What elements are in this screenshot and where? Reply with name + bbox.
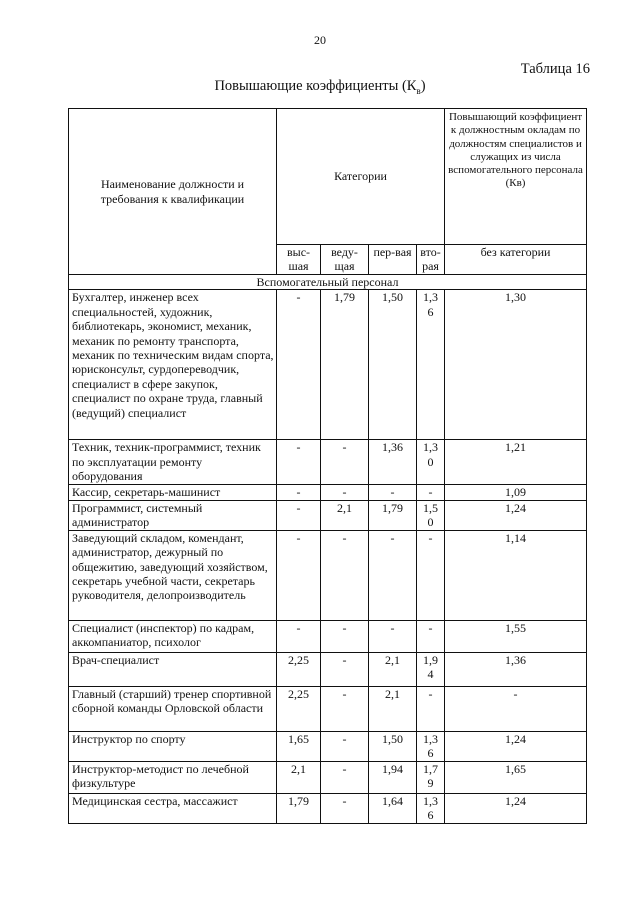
header-row [69,109,587,245]
page-number: 20 [314,33,326,47]
table-row [69,290,587,440]
table-row [69,500,587,530]
row-highest: - [277,530,321,620]
row-leading: - [321,793,369,823]
row-first: 1,36 [369,440,417,485]
row-second: 1,36 [417,290,445,440]
subheader-first: пер-вая [369,245,417,275]
row-first: - [369,530,417,620]
subheader-second: вто-рая [417,245,445,275]
row-none: 1,65 [445,761,587,793]
row-first: 1,50 [369,731,417,761]
row-position: Бухгалтер, инженер всех специальностей, художник, библиотекарь, экономист, механик, механик по ремонту транспорта, механик по техническим видам спорта, юрисконсульт, сурдопереводчик, специалист в сфере закупок, специалист по охране труда, главный (ведущий) специалист [69,290,277,440]
subheader-leading: веду-щая [321,245,369,275]
row-position: Специалист (инспектор) по кадрам, аккомпаниатор, психолог [69,620,277,652]
row-first: 2,1 [369,686,417,731]
row-leading: - [321,485,369,500]
row-highest: 1,65 [277,731,321,761]
header-coefficient: Повышающий коэффициент к должностным окладам по должностям специалистов и служащих из числа вспомогательного персонала (Кв) [445,109,587,245]
table-label: Таблица 16 [520,61,590,77]
row-highest: 1,79 [277,793,321,823]
row-first: 1,64 [369,793,417,823]
table-row [69,485,587,500]
row-first: 1,50 [369,290,417,440]
row-leading: - [321,686,369,731]
subheader-none: без категории [445,245,587,275]
row-none: 1,36 [445,652,587,686]
table-row [69,530,587,620]
row-highest: - [277,500,321,530]
row-none: 1,24 [445,731,587,761]
row-second: - [417,530,445,620]
row-position: Медицинская сестра, массажист [69,793,277,823]
row-position: Кассир, секретарь-машинист [69,485,277,500]
table-row [69,440,587,485]
header-categories: Категории [277,109,445,245]
title-close: ) [420,78,426,94]
row-none: 1,09 [445,485,587,500]
title-subscript: в [416,85,421,96]
row-second: 1,94 [417,652,445,686]
row-leading: - [321,530,369,620]
table-row [69,731,587,761]
row-second: - [417,620,445,652]
row-second: - [417,686,445,731]
row-first: - [369,620,417,652]
table-title [0,78,640,96]
row-position: Техник, техник-программист, техник по эксплуатации ремонту оборудования [69,440,277,485]
row-none: 1,24 [445,500,587,530]
row-position: Инструктор по спорту [69,731,277,761]
row-none: 1,14 [445,530,587,620]
row-highest: 2,1 [277,761,321,793]
row-second: 1,30 [417,440,445,485]
table-row [69,652,587,686]
table-row [69,686,587,731]
subheader-highest: выс-шая [277,245,321,275]
table-row [69,793,587,823]
row-leading: 2,1 [321,500,369,530]
row-second: 1,50 [417,500,445,530]
row-second: - [417,485,445,500]
row-leading: - [321,620,369,652]
row-none: 1,21 [445,440,587,485]
row-position: Программист, системный администратор [69,500,277,530]
section-row [69,275,587,290]
row-position: Инструктор-методист по лечебной физкультуре [69,761,277,793]
section-title: Вспомогательный персонал [69,275,587,290]
row-leading: - [321,761,369,793]
row-position: Главный (старший) тренер спортивной сборной команды Орловской области [69,686,277,731]
row-second: 1,79 [417,761,445,793]
row-position: Заведующий складом, комендант, администратор, дежурный по общежитию, заведующий хозяйством, секретарь учебной части, секретарь руководителя, делопроизводитель [69,530,277,620]
row-highest: - [277,485,321,500]
coefficients-table [68,108,587,824]
row-highest: - [277,440,321,485]
row-second: 1,36 [417,731,445,761]
row-second: 1,36 [417,793,445,823]
title-text: Повышающие коэффициенты (К [214,78,417,94]
row-first: 2,1 [369,652,417,686]
row-first: - [369,485,417,500]
row-leading: 1,79 [321,290,369,440]
row-leading: - [321,731,369,761]
row-none: 1,24 [445,793,587,823]
row-first: 1,94 [369,761,417,793]
header-position: Наименование должности и требования к квалификации [69,109,277,275]
row-highest: - [277,620,321,652]
row-leading: - [321,652,369,686]
row-highest: 2,25 [277,652,321,686]
row-highest: - [277,290,321,440]
row-highest: 2,25 [277,686,321,731]
row-none: 1,55 [445,620,587,652]
table-row [69,620,587,652]
row-none: - [445,686,587,731]
row-leading: - [321,440,369,485]
row-none: 1,30 [445,290,587,440]
table-row [69,761,587,793]
row-position: Врач-специалист [69,652,277,686]
row-first: 1,79 [369,500,417,530]
